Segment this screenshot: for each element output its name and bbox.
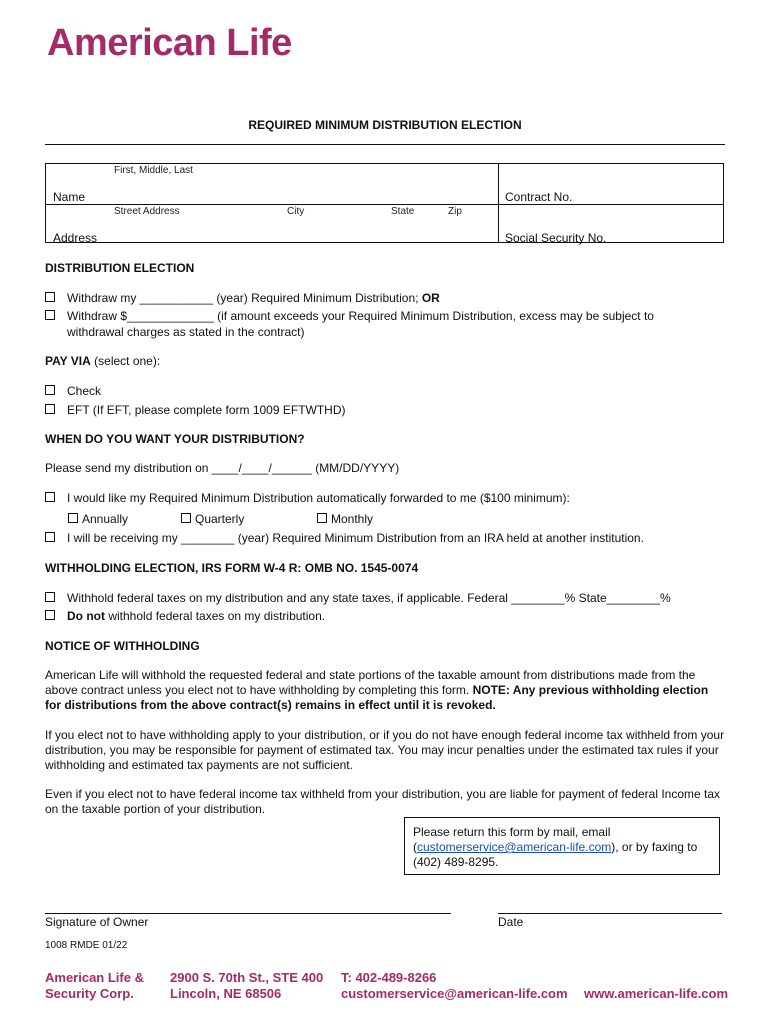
when-heading: WHEN DO YOU WANT YOUR DISTRIBUTION? xyxy=(45,432,305,446)
withdraw-year-checkbox[interactable] xyxy=(45,292,55,302)
payvia-heading xyxy=(45,354,160,368)
pay-check-text: Check xyxy=(67,384,102,398)
withhold-text: Withhold federal taxes on my distribution and any state taxes, if applicable. Federal ________% State________% xyxy=(67,591,671,605)
footer-address-line-1: 2900 S. 70th St., STE 400 xyxy=(170,970,324,985)
payvia-heading-suffix: (select one): xyxy=(90,354,161,368)
no-withhold-option xyxy=(45,609,325,623)
pay-check-option xyxy=(45,384,101,398)
pay-eft-text: EFT (If EFT, please complete form 1009 EFTWTHD) xyxy=(67,403,346,417)
notice-p1-text: American Life will withhold the requested federal and state portions of the taxable amount from distributions made from the above contract unless you elect not to have withholding by completing this form. xyxy=(45,668,696,697)
frequency-monthly xyxy=(317,512,373,526)
auto-forward-checkbox[interactable] xyxy=(45,492,55,502)
street-hint: Street Address xyxy=(114,206,180,217)
date-line[interactable] xyxy=(498,913,722,914)
do-not-text: Do not xyxy=(67,609,105,623)
payvia-heading-bold: PAY VIA xyxy=(45,354,91,368)
no-withhold-checkbox[interactable] xyxy=(45,610,55,620)
withdraw-amount-option xyxy=(45,309,654,323)
ira-text: I will be receiving my ________ (year) Required Minimum Distribution from an IRA held at another institution. xyxy=(67,531,644,545)
name-hint: First, Middle, Last xyxy=(114,165,193,176)
monthly-checkbox[interactable] xyxy=(317,513,327,523)
no-withhold-text: withhold federal taxes on my distribution. xyxy=(105,609,326,623)
footer-contact xyxy=(341,970,568,1002)
quarterly-checkbox[interactable] xyxy=(181,513,191,523)
footer-address xyxy=(170,970,323,1002)
box-divider-horizontal xyxy=(46,204,723,205)
withdraw-year-text: Withdraw my ___________ (year) Required Minimum Distribution; xyxy=(67,291,422,305)
monthly-text: Monthly xyxy=(331,512,374,526)
quarterly-text: Quarterly xyxy=(195,512,245,526)
notice-paragraph-3: Even if you elect not to have federal income tax withheld from your distribution, you are liable for payment of federal Income tax on the taxable portion of your distribution. xyxy=(45,787,721,816)
pay-eft-checkbox[interactable] xyxy=(45,404,55,414)
owner-signature-label: Signature of Owner xyxy=(45,915,149,929)
form-title: REQUIRED MINIMUM DISTRIBUTION ELECTION xyxy=(248,118,522,132)
ira-option xyxy=(45,531,644,545)
company-logo: American Life xyxy=(47,22,292,64)
withhold-option xyxy=(45,591,671,605)
name-field-label[interactable]: Name xyxy=(53,190,86,204)
ira-checkbox[interactable] xyxy=(45,532,55,542)
footer-company-line-2: Security Corp. xyxy=(45,986,134,1001)
withdraw-amount-checkbox[interactable] xyxy=(45,310,55,320)
ssn-field-label[interactable]: Social Security No. xyxy=(505,231,607,245)
owner-signature-line[interactable] xyxy=(45,913,451,914)
footer-website[interactable]: www.american-life.com xyxy=(584,986,729,1001)
frequency-quarterly xyxy=(181,512,244,526)
callout-post: ), or by faxing to (402) 489-8295. xyxy=(413,840,698,869)
withdraw-amount-text: Withdraw $_____________ (if amount exceeds your Required Minimum Distribution, excess may be subject to xyxy=(67,309,654,323)
address-field-label[interactable]: Address xyxy=(53,231,98,245)
customer-service-email-link[interactable]: customerservice@american-life.com xyxy=(417,840,612,854)
footer-company xyxy=(45,970,144,1002)
callout-pre: Please return this form by mail, email ( xyxy=(413,825,611,854)
city-hint: City xyxy=(287,206,305,217)
state-hint: State xyxy=(391,206,415,217)
owner-info-box xyxy=(45,163,724,243)
footer-address-line-2: Lincoln, NE 68506 xyxy=(170,986,282,1001)
distribution-heading: DISTRIBUTION ELECTION xyxy=(45,261,195,275)
notice-heading: NOTICE OF WITHHOLDING xyxy=(45,639,200,653)
return-instructions-box xyxy=(404,817,720,875)
notice-paragraph-1 xyxy=(45,668,725,713)
notice-paragraph-2: If you elect not to have withholding apply to your distribution, or if you do not have enough federal income tax withheld from your distribution, you may be responsible for payment of estimated tax. You may incur penalties under the estimated tax rules if your withholding and estimated tax payments are not sufficient. xyxy=(45,728,725,772)
footer-company-line-1: American Life & xyxy=(45,970,144,985)
pay-check-checkbox[interactable] xyxy=(45,385,55,395)
auto-forward-option xyxy=(45,491,570,505)
footer-email[interactable]: customerservice@american-life.com xyxy=(341,986,568,1001)
withholding-heading: WITHHOLDING ELECTION, IRS FORM W-4 R: OMB NO. 1545-0074 xyxy=(45,561,419,575)
notice-p1-note: NOTE: Any previous withholding election for distributions from the above contract(s) remains in effect until it is revoked. xyxy=(45,683,709,712)
annually-text: Annually xyxy=(82,512,129,526)
contract-field-label[interactable]: Contract No. xyxy=(505,190,573,204)
pay-eft-option xyxy=(45,403,346,417)
auto-forward-text: I would like my Required Minimum Distribution automatically forwarded to me ($100 minimum): xyxy=(67,491,570,505)
frequency-annually xyxy=(68,512,128,526)
form-code: 1008 RMDE 01/22 xyxy=(45,940,128,951)
box-divider-vertical xyxy=(498,164,499,242)
zip-hint: Zip xyxy=(448,206,462,217)
or-text: OR xyxy=(421,291,440,305)
footer-phone[interactable]: T: 402-489-8266 xyxy=(341,970,437,985)
annually-checkbox[interactable] xyxy=(68,513,78,523)
withhold-checkbox[interactable] xyxy=(45,592,55,602)
title-rule xyxy=(45,144,725,145)
send-date-line[interactable]: Please send my distribution on ____/____/______ (MM/DD/YYYY) xyxy=(45,461,400,475)
withdraw-amount-cont: withdrawal charges as stated in the contract) xyxy=(67,325,305,339)
date-label: Date xyxy=(498,915,524,929)
withdraw-year-option xyxy=(45,291,440,305)
